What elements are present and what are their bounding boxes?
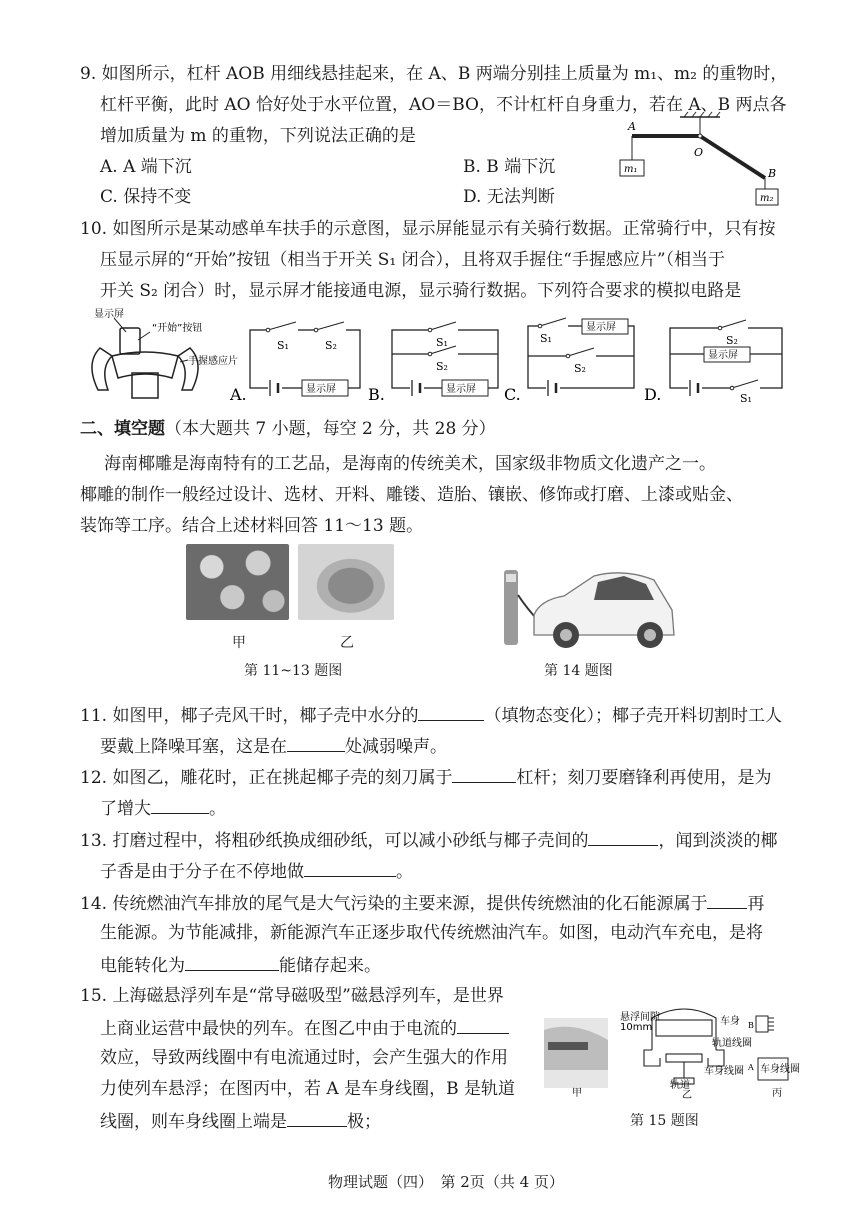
caption-fig-14: 第 14 题图 [544, 663, 613, 679]
q14-line2: 生能源。为节能减排，新能源汽车正逐步取代传统燃油汽车。如图，电动汽车充电，是将 [100, 923, 763, 943]
q11-blank2[interactable] [287, 735, 345, 752]
label-m1: m₁ [624, 164, 638, 175]
section2-heading [80, 419, 496, 439]
circuit-d[interactable] [642, 316, 792, 405]
q14-line3: 电能转化为 能储存起来。 [100, 956, 381, 976]
label-gap: 悬浮间隙 [620, 1012, 660, 1023]
label-a: A [628, 120, 636, 133]
maglev-label-yi: 乙 [682, 1090, 692, 1101]
circuit-b-s1: S₁ [436, 336, 448, 349]
caption-jia: 甲 [232, 635, 246, 651]
q9-option-c[interactable]: C. 保持不变 [100, 187, 192, 207]
q9-line3: 增加质量为 m 的重物，下列说法正确的是 [100, 126, 416, 146]
maglev-figure [544, 1000, 800, 1101]
circuit-c[interactable] [504, 316, 644, 402]
label-start-button: “开始”按钮 [152, 323, 203, 334]
label-b: B [768, 167, 777, 180]
caption-fig-11-13: 第 11~13 题图 [244, 663, 343, 679]
q15-line5: 线圈，则车身线圈上端是 极； [100, 1112, 381, 1132]
maglev-label-jia: 甲 [572, 1088, 582, 1099]
q13-line2: 子香是由于分子在不停地做 。 [100, 862, 413, 882]
circuit-b-display: 显示屏 [446, 384, 476, 395]
passage-line3: 装饰等工序。结合上述材料回答 11～13 题。 [80, 516, 424, 536]
circuit-c-s1: S₁ [540, 332, 552, 345]
label-body: 车身 [720, 1016, 740, 1027]
q11-line1: 11. 如图甲，椰子壳风干时，椰子壳中水分的 （填物态变化）；椰子壳开料切割时工人 [80, 706, 782, 726]
lever-ob [700, 136, 765, 178]
q12-line2: 了增大 。 [100, 799, 226, 819]
q15-line2: 上商业运营中最快的列车。在图乙中由于电流的 [100, 1017, 509, 1039]
circuit-c-label: C. [504, 385, 521, 404]
coconut-carving-photo [298, 544, 394, 620]
q10-line1: 10. 如图所示是某动感单车扶手的示意图，显示屏能显示有关骑行数据。正常骑行中，只有按 [80, 219, 776, 239]
circuit-c-s2: S₂ [574, 362, 586, 375]
q15-blank2[interactable] [287, 1110, 347, 1127]
q12-blank2[interactable] [151, 797, 209, 814]
section2-note: （本大题共 7 小题，每空 2 分，共 28 分） [165, 419, 496, 439]
q14-blank2[interactable] [185, 954, 279, 971]
circuit-a-display: 显示屏 [306, 384, 336, 395]
q15-line1: 15. 上海磁悬浮列车是“常导磁吸型”磁悬浮列车，是世界 [80, 986, 504, 1006]
coil-label-car-coil: 车身线圈 [760, 1064, 800, 1075]
q13-line1: 13. 打磨过程中，将粗砂纸换成细砂纸，可以减小砂纸与椰子壳间的 ，闻到淡淡的椰 [80, 831, 778, 851]
circuit-a[interactable] [228, 316, 368, 402]
label-m2: m₂ [760, 193, 774, 204]
q10-line3: 开关 S₂ 闭合）时，显示屏才能接通电源，显示骑行数据。下列符合要求的模拟电路是 [100, 281, 742, 301]
page-footer: 物理试题（四） 第 2页（共 4 页） [328, 1173, 564, 1191]
q12-line1: 12. 如图乙，雕花时，正在挑起椰子壳的刻刀属于 杠杆；刻刀要磨锋利再使用，是为 [80, 768, 772, 788]
electric-car-figure [494, 540, 684, 650]
ceiling-hatch [680, 112, 720, 117]
q9-line2: 杠杆平衡，此时 AO 恰好处于水平位置，AO＝BO，不计杠杆自身重力，若在 A、B 两点各 [100, 95, 787, 115]
maglev-label-bing: 丙 [772, 1088, 782, 1099]
caption-yi: 乙 [340, 635, 354, 651]
coconut-shells-photo [186, 544, 289, 620]
q14-line1: 14. 传统燃油汽车排放的尾气是大气污染的主要来源，提供传统燃油的化石能源属于 再 [80, 894, 765, 914]
label-o: O [694, 146, 704, 159]
label-10mm: 10mm [620, 1022, 653, 1033]
circuit-d-s2: S₂ [726, 334, 738, 347]
q9-option-d[interactable]: D. 无法判断 [463, 187, 555, 207]
circuit-d-label: D. [644, 385, 662, 404]
label-track-coil: 轨道线圈 [712, 1038, 752, 1049]
q15-line3: 效应，导致两线圈中有电流通过时，会产生强大的作用 [100, 1048, 508, 1068]
label-screen: 显示屏 [94, 309, 124, 320]
circuit-a-s1: S₁ [277, 339, 289, 352]
q11-line2: 要戴上降噪耳塞，这是在 处减弱噪声。 [100, 737, 447, 757]
maglev-train-photo [544, 1018, 608, 1088]
screen-icon [120, 328, 140, 354]
q9-option-a[interactable]: A. A 端下沉 [100, 157, 192, 177]
coil-label-b: B [748, 1021, 754, 1030]
label-rail: 轨道 [670, 1080, 690, 1091]
q13-blank1[interactable] [588, 829, 658, 846]
circuit-c-display: 显示屏 [586, 322, 616, 333]
circuit-d-display: 显示屏 [708, 350, 738, 361]
q15-line4: 力使列车悬浮；在图丙中，若 A 是车身线圈，B 是轨道 [100, 1079, 515, 1099]
q13-blank2[interactable] [304, 860, 396, 877]
circuit-a-label: A. [230, 385, 247, 404]
passage-line1: 海南椰雕是海南特有的工艺品，是海南的传统美术，国家级非物质文化遗产之一。 [104, 454, 716, 474]
q10-line2: 压显示屏的“开始”按钮（相当于开关 S₁ 闭合），且将双手握住“手握感应片”（相当于 [100, 250, 726, 270]
q12-blank1[interactable] [452, 766, 516, 783]
circuit-b-s2: S₂ [436, 360, 448, 373]
circuit-b[interactable] [366, 316, 506, 402]
circuit-b-label: B. [368, 385, 385, 404]
passage-line2: 椰雕的制作一般经过设计、选材、开料、雕镂、造胎、镶嵌、修饰或打磨、上漆或贴金、 [80, 485, 743, 505]
q9-option-b[interactable]: B. B 端下沉 [463, 157, 556, 177]
q11-blank1[interactable] [418, 704, 484, 721]
q9-line1: 9. 如图所示，杠杆 AOB 用细线悬挂起来，在 A、B 两端分别挂上质量为 m₁、m₂ 的重物时， [80, 64, 788, 84]
caption-fig-15: 第 15 题图 [630, 1113, 699, 1129]
q14-blank1[interactable] [707, 892, 747, 909]
coil-label-a: A [748, 1063, 754, 1072]
label-sensor: 手握感应片 [188, 356, 238, 367]
section2-title: 二、填空题 [80, 419, 165, 439]
bike-handle-figure [80, 308, 238, 400]
lever-figure [610, 112, 810, 207]
q15-blank1[interactable] [457, 1017, 509, 1034]
circuit-a-s2: S₂ [325, 339, 337, 352]
label-body-coil: 车身线圈 [704, 1066, 744, 1077]
circuit-d-s1: S₁ [740, 392, 752, 405]
